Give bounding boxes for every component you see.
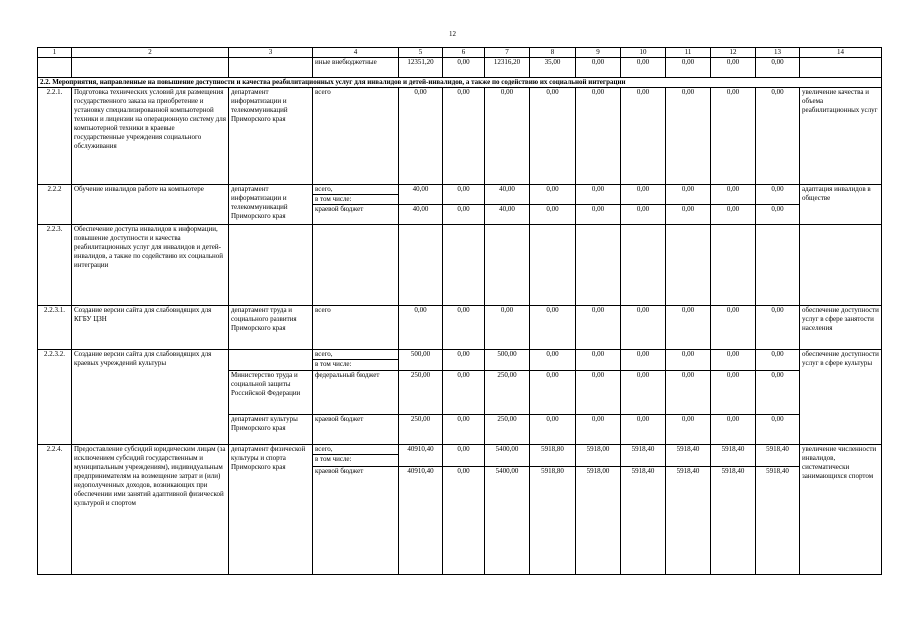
value-cell: 0,00 (756, 371, 800, 415)
col-num: 8 (530, 48, 576, 58)
value-cell: 0,00 (711, 371, 756, 415)
value-cell: 5918,80 (530, 467, 576, 575)
value-cell: 0,00 (485, 306, 530, 350)
value-cell: 0,00 (621, 371, 666, 415)
value-cell: 500,00 (485, 350, 530, 371)
row-number: 2.2.4. (38, 445, 72, 575)
value-cell: 5918,40 (621, 467, 666, 575)
value-cell: 5400,00 (485, 467, 530, 575)
value-cell: 0,00 (711, 306, 756, 350)
value-cell: 0,00 (756, 58, 800, 78)
row-result: увеличение численности инвалидов, систематически занимающихся спортом (800, 445, 882, 575)
value-cell: 0,00 (399, 306, 443, 350)
value-cell: 0,00 (443, 445, 485, 467)
value-cell: 0,00 (756, 185, 800, 205)
value-cell: 40910,40 (399, 467, 443, 575)
source-cell: всего, в том числе: (313, 445, 399, 467)
col-num: 11 (666, 48, 711, 58)
value-cell: 0,00 (443, 58, 485, 78)
value-cell: 250,00 (485, 415, 530, 445)
source-cell: федеральный бюджет (313, 371, 399, 415)
table-row (38, 58, 882, 78)
col-num: 12 (711, 48, 756, 58)
value-cell: 0,00 (756, 205, 800, 225)
value-cell: 35,00 (530, 58, 576, 78)
col-num: 10 (621, 48, 666, 58)
section-title: 2.2. Мероприятия, направленные на повышение доступности и качества реабилитационных услуг для инвалидов и детей-инвалидов, а также по содействию их социальной интеграции (38, 78, 882, 88)
row-result: обеспечение доступности услуг в сфере культуры (800, 350, 882, 445)
source-cell: всего, в том числе: (313, 350, 399, 371)
value-cell: 0,00 (666, 415, 711, 445)
program-table (37, 47, 882, 575)
table-row (38, 350, 882, 371)
value-cell: 0,00 (756, 350, 800, 371)
value-cell: 0,00 (530, 88, 576, 185)
table-row (38, 185, 882, 205)
page-number: 12 (449, 30, 456, 38)
value-cell: 40910,40 (399, 445, 443, 467)
value-cell: 12316,20 (485, 58, 530, 78)
value-cell: 0,00 (530, 350, 576, 371)
value-cell: 0,00 (666, 205, 711, 225)
col-num: 5 (399, 48, 443, 58)
value-cell: 5918,40 (711, 467, 756, 575)
value-cell: 0,00 (621, 88, 666, 185)
value-cell: 0,00 (666, 88, 711, 185)
col-num: 13 (756, 48, 800, 58)
row-executor: департамент информатизации и телекоммуникаций Приморского края (229, 88, 313, 185)
table-row (38, 445, 882, 467)
row-executor: Министерство труда и социальной защиты Российской Федерации (229, 371, 313, 415)
value-cell: 0,00 (711, 185, 756, 205)
value-cell: 5918,40 (756, 445, 800, 467)
value-cell: 0,00 (443, 415, 485, 445)
col-num: 14 (800, 48, 882, 58)
value-cell: 0,00 (711, 205, 756, 225)
value-cell: 250,00 (485, 371, 530, 415)
value-cell: 0,00 (621, 185, 666, 205)
value-cell: 0,00 (443, 306, 485, 350)
value-cell: 5918,40 (756, 467, 800, 575)
value-cell: 0,00 (576, 371, 621, 415)
source-cell: краевой бюджет (313, 205, 399, 225)
table-row (38, 225, 882, 306)
row-name: Предоставление субсидий юридическим лицам (за исключением субсидий государственным и муниципальным учреждениям), индивидуальным предпринимателям на возмещение затрат и (или) недополученных доходов, возникающих при обеспечении ими занятий адаптивной физической культурой и спортом (72, 445, 229, 575)
column-number-row (38, 48, 882, 58)
value-cell: 0,00 (530, 205, 576, 225)
value-cell: 0,00 (576, 306, 621, 350)
value-cell: 0,00 (576, 88, 621, 185)
source-cell: краевой бюджет (313, 415, 399, 445)
value-cell: 0,00 (576, 205, 621, 225)
col-num: 7 (485, 48, 530, 58)
col-num: 3 (229, 48, 313, 58)
row-number: 2.2.2 (38, 185, 72, 225)
value-cell: 0,00 (443, 371, 485, 415)
value-cell: 5918,40 (621, 445, 666, 467)
col-num: 4 (313, 48, 399, 58)
value-cell: 0,00 (443, 205, 485, 225)
source-cell: всего (313, 88, 399, 185)
value-cell: 0,00 (621, 205, 666, 225)
value-cell: 0,00 (485, 88, 530, 185)
value-cell: 0,00 (399, 88, 443, 185)
row-name: Подготовка технических условий для размещения государственного заказа на приобретение и установку специализированной компьютерной техники и лицензии на операционную систему для компьютерной техники в краевые государственные учреждения социального обслуживания (72, 88, 229, 185)
value-cell: 40,00 (399, 185, 443, 205)
row-name: Создание версии сайта для слабовидящих для КГБУ ЦЗН (72, 306, 229, 350)
value-cell: 0,00 (576, 58, 621, 78)
value-cell: 5918,80 (530, 445, 576, 467)
value-cell: 250,00 (399, 371, 443, 415)
value-cell: 0,00 (666, 306, 711, 350)
source-cell: иные внебюджетные (313, 58, 399, 78)
value-cell: 40,00 (485, 205, 530, 225)
value-cell: 5400,00 (485, 445, 530, 467)
source-cell: всего (313, 306, 399, 350)
col-num: 6 (443, 48, 485, 58)
row-number: 2.2.1. (38, 88, 72, 185)
value-cell: 0,00 (711, 88, 756, 185)
source-cell: всего, в том числе: (313, 185, 399, 205)
value-cell: 5918,00 (576, 467, 621, 575)
row-number: 2.2.3.1. (38, 306, 72, 350)
value-cell: 0,00 (443, 185, 485, 205)
value-cell: 0,00 (530, 306, 576, 350)
value-cell: 0,00 (443, 88, 485, 185)
row-number: 2.2.3. (38, 225, 72, 306)
value-cell: 0,00 (756, 415, 800, 445)
value-cell: 0,00 (756, 88, 800, 185)
row-result: увеличение качества и объема реабилитационных услуг (800, 88, 882, 185)
value-cell: 0,00 (621, 415, 666, 445)
value-cell: 40,00 (399, 205, 443, 225)
row-executor: департамент культуры Приморского края (229, 415, 313, 445)
value-cell: 0,00 (711, 350, 756, 371)
value-cell: 0,00 (576, 350, 621, 371)
col-num: 9 (576, 48, 621, 58)
value-cell: 0,00 (576, 185, 621, 205)
value-cell: 5918,00 (576, 445, 621, 467)
value-cell: 0,00 (711, 415, 756, 445)
col-num: 2 (72, 48, 229, 58)
row-result: обеспечение доступности услуг в сфере занятости населения (800, 306, 882, 350)
value-cell: 5918,40 (711, 445, 756, 467)
value-cell: 0,00 (756, 306, 800, 350)
value-cell: 0,00 (530, 415, 576, 445)
value-cell: 0,00 (711, 58, 756, 78)
value-cell: 0,00 (530, 371, 576, 415)
value-cell: 250,00 (399, 415, 443, 445)
value-cell: 0,00 (666, 371, 711, 415)
row-result: адаптация инвалидов в обществе (800, 185, 882, 225)
row-executor: департамент труда и социального развития Приморского края (229, 306, 313, 350)
source-cell: краевой бюджет (313, 467, 399, 575)
value-cell: 0,00 (621, 58, 666, 78)
value-cell: 0,00 (666, 185, 711, 205)
value-cell: 0,00 (530, 185, 576, 205)
row-executor: департамент физической культуры и спорта Приморского края (229, 445, 313, 575)
value-cell: 0,00 (621, 350, 666, 371)
value-cell: 5918,40 (666, 445, 711, 467)
row-executor: департамент информатизации и телекоммуникаций Приморского края (229, 185, 313, 225)
section-row (38, 78, 882, 88)
col-num: 1 (38, 48, 72, 58)
value-cell: 0,00 (621, 306, 666, 350)
table-row (38, 88, 882, 185)
value-cell: 0,00 (443, 467, 485, 575)
table-row (38, 306, 882, 350)
value-cell: 0,00 (666, 350, 711, 371)
value-cell: 5918,40 (666, 467, 711, 575)
value-cell: 40,00 (485, 185, 530, 205)
value-cell: 500,00 (399, 350, 443, 371)
value-cell: 12351,20 (399, 58, 443, 78)
row-number: 2.2.3.2. (38, 350, 72, 445)
value-cell: 0,00 (443, 350, 485, 371)
value-cell: 0,00 (576, 415, 621, 445)
row-name: Обучение инвалидов работе на компьютере (72, 185, 229, 225)
row-name: Обеспечение доступа инвалидов к информации, повышение доступности и качества реабилитационных услуг для инвалидов и детей-инвалидов, а также по содействию их социальной интеграции (72, 225, 229, 306)
value-cell: 0,00 (666, 58, 711, 78)
row-name: Создание версии сайта для слабовидящих для краевых учреждений культуры (72, 350, 229, 445)
